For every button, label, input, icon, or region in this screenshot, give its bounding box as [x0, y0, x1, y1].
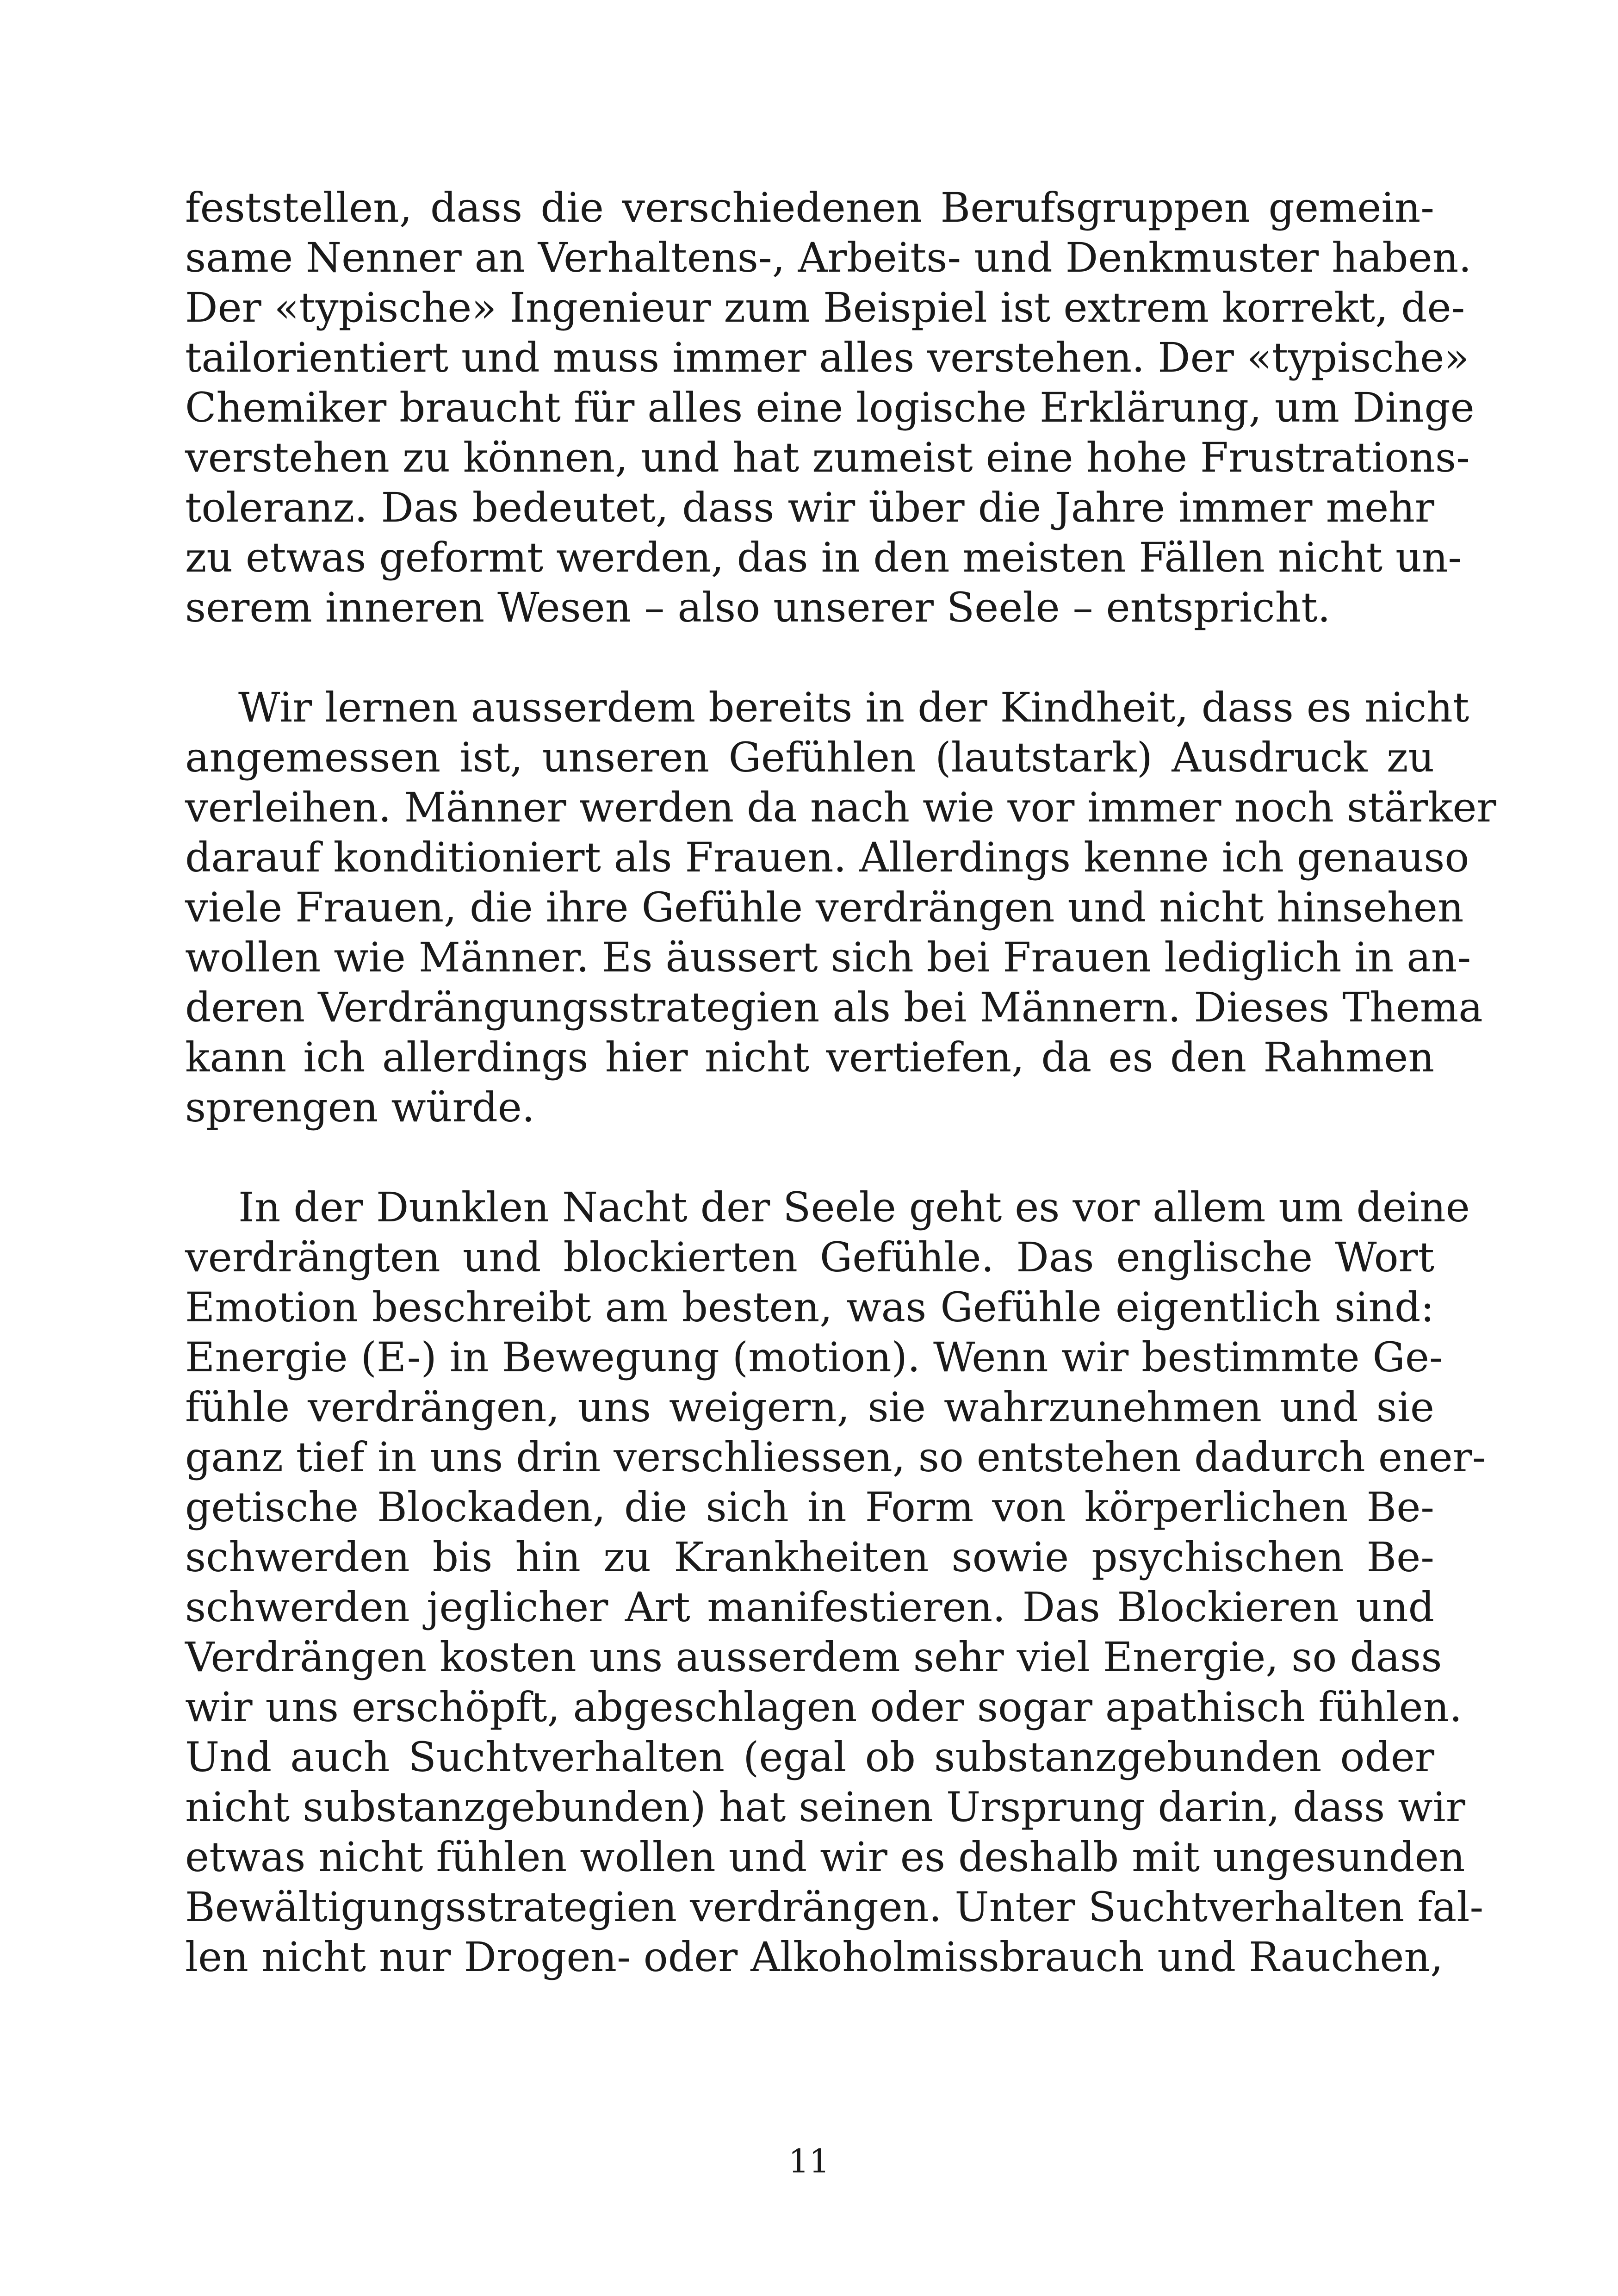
text-line: verleihen. Männer werden da nach wie vor immer noch stärker [185, 784, 1496, 831]
text-line: etwas nicht fühlen wollen und wir es deshalb mit ungesunden [185, 1833, 1465, 1881]
text-line: viele Frauen, die ihre Gefühle verdrängen und nicht hinsehen [185, 884, 1464, 931]
text-line: Und auch Suchtverhalten (egal ob substanzgebunden oder [185, 1733, 1434, 1781]
text-line: fühle verdrängen, uns weigern, sie wahrzunehmen und sie [185, 1383, 1434, 1431]
page-number: 11 [788, 2142, 830, 2180]
paragraph-2 [185, 683, 1496, 1132]
text-line: toleranz. Das bedeutet, dass wir über die Jahre immer mehr [185, 484, 1434, 531]
text-line: sprengen würde. [185, 1083, 535, 1131]
text-line: verstehen zu können, und hat zumeist eine hohe Frustrations- [185, 434, 1470, 481]
text-line: serem inneren Wesen – also unserer Seele – entspricht. [185, 584, 1331, 631]
text-line: Wir lernen ausserdem bereits in der Kindheit, dass es nicht [238, 684, 1469, 731]
text-line: ganz tief in uns drin verschliessen, so entstehen dadurch ener- [185, 1433, 1486, 1481]
text-line: Emotion beschreibt am besten, was Gefühle eigentlich sind: [185, 1283, 1434, 1331]
text-line: Energie (E-) in Bewegung (motion). Wenn wir bestimmte Ge- [185, 1333, 1443, 1381]
text-line: nicht substanzgebunden) hat seinen Ursprung darin, dass wir [185, 1783, 1465, 1831]
text-line: len nicht nur Drogen- oder Alkoholmissbrauch und Rauchen, [185, 1933, 1444, 1981]
text-line: darauf konditioniert als Frauen. Allerdings kenne ich genauso [185, 834, 1469, 881]
text-line: angemessen ist, unseren Gefühlen (lautstark) Ausdruck zu [185, 734, 1434, 781]
text-line: getische Blockaden, die sich in Form von körperlichen Be- [185, 1483, 1434, 1531]
text-line: Bewältigungsstrategien verdrängen. Unter Suchtverhalten fal- [185, 1883, 1484, 1931]
text-line: Verdrängen kosten uns ausserdem sehr viel Energie, so dass [185, 1633, 1442, 1681]
text-line: wollen wie Männer. Es äussert sich bei Frauen lediglich in an- [185, 933, 1471, 981]
text-line: verdrängten und blockierten Gefühle. Das englische Wort [185, 1233, 1434, 1281]
text-line: zu etwas geformt werden, das in den meisten Fällen nicht un- [185, 534, 1462, 581]
body-text [185, 183, 1496, 1982]
text-line: feststellen, dass die verschiedenen Berufsgruppen gemein- [185, 184, 1434, 231]
paragraph-1 [185, 183, 1475, 633]
text-line: same Nenner an Verhaltens-, Arbeits- und Denkmuster haben. [185, 234, 1472, 281]
paragraph-3 [185, 1182, 1486, 1982]
text-line: kann ich allerdings hier nicht vertiefen, da es den Rahmen [185, 1033, 1434, 1081]
text-line: In der Dunklen Nacht der Seele geht es vor allem um deine [238, 1183, 1470, 1231]
text-line: wir uns erschöpft, abgeschlagen oder sogar apathisch fühlen. [185, 1683, 1463, 1731]
text-line: Chemiker braucht für alles eine logische Erklärung, um Dinge [185, 384, 1475, 431]
text-line: schwerden jeglicher Art manifestieren. Das Blockieren und [185, 1583, 1434, 1631]
text-line: Der «typische» Ingenieur zum Beispiel ist extrem korrekt, de- [185, 284, 1465, 331]
text-line: deren Verdrängungsstrategien als bei Männern. Dieses Thema [185, 983, 1483, 1031]
text-line: tailorientiert und muss immer alles verstehen. Der «typische» [185, 334, 1469, 381]
text-line: schwerden bis hin zu Krankheiten sowie psychischen Be- [185, 1533, 1434, 1581]
